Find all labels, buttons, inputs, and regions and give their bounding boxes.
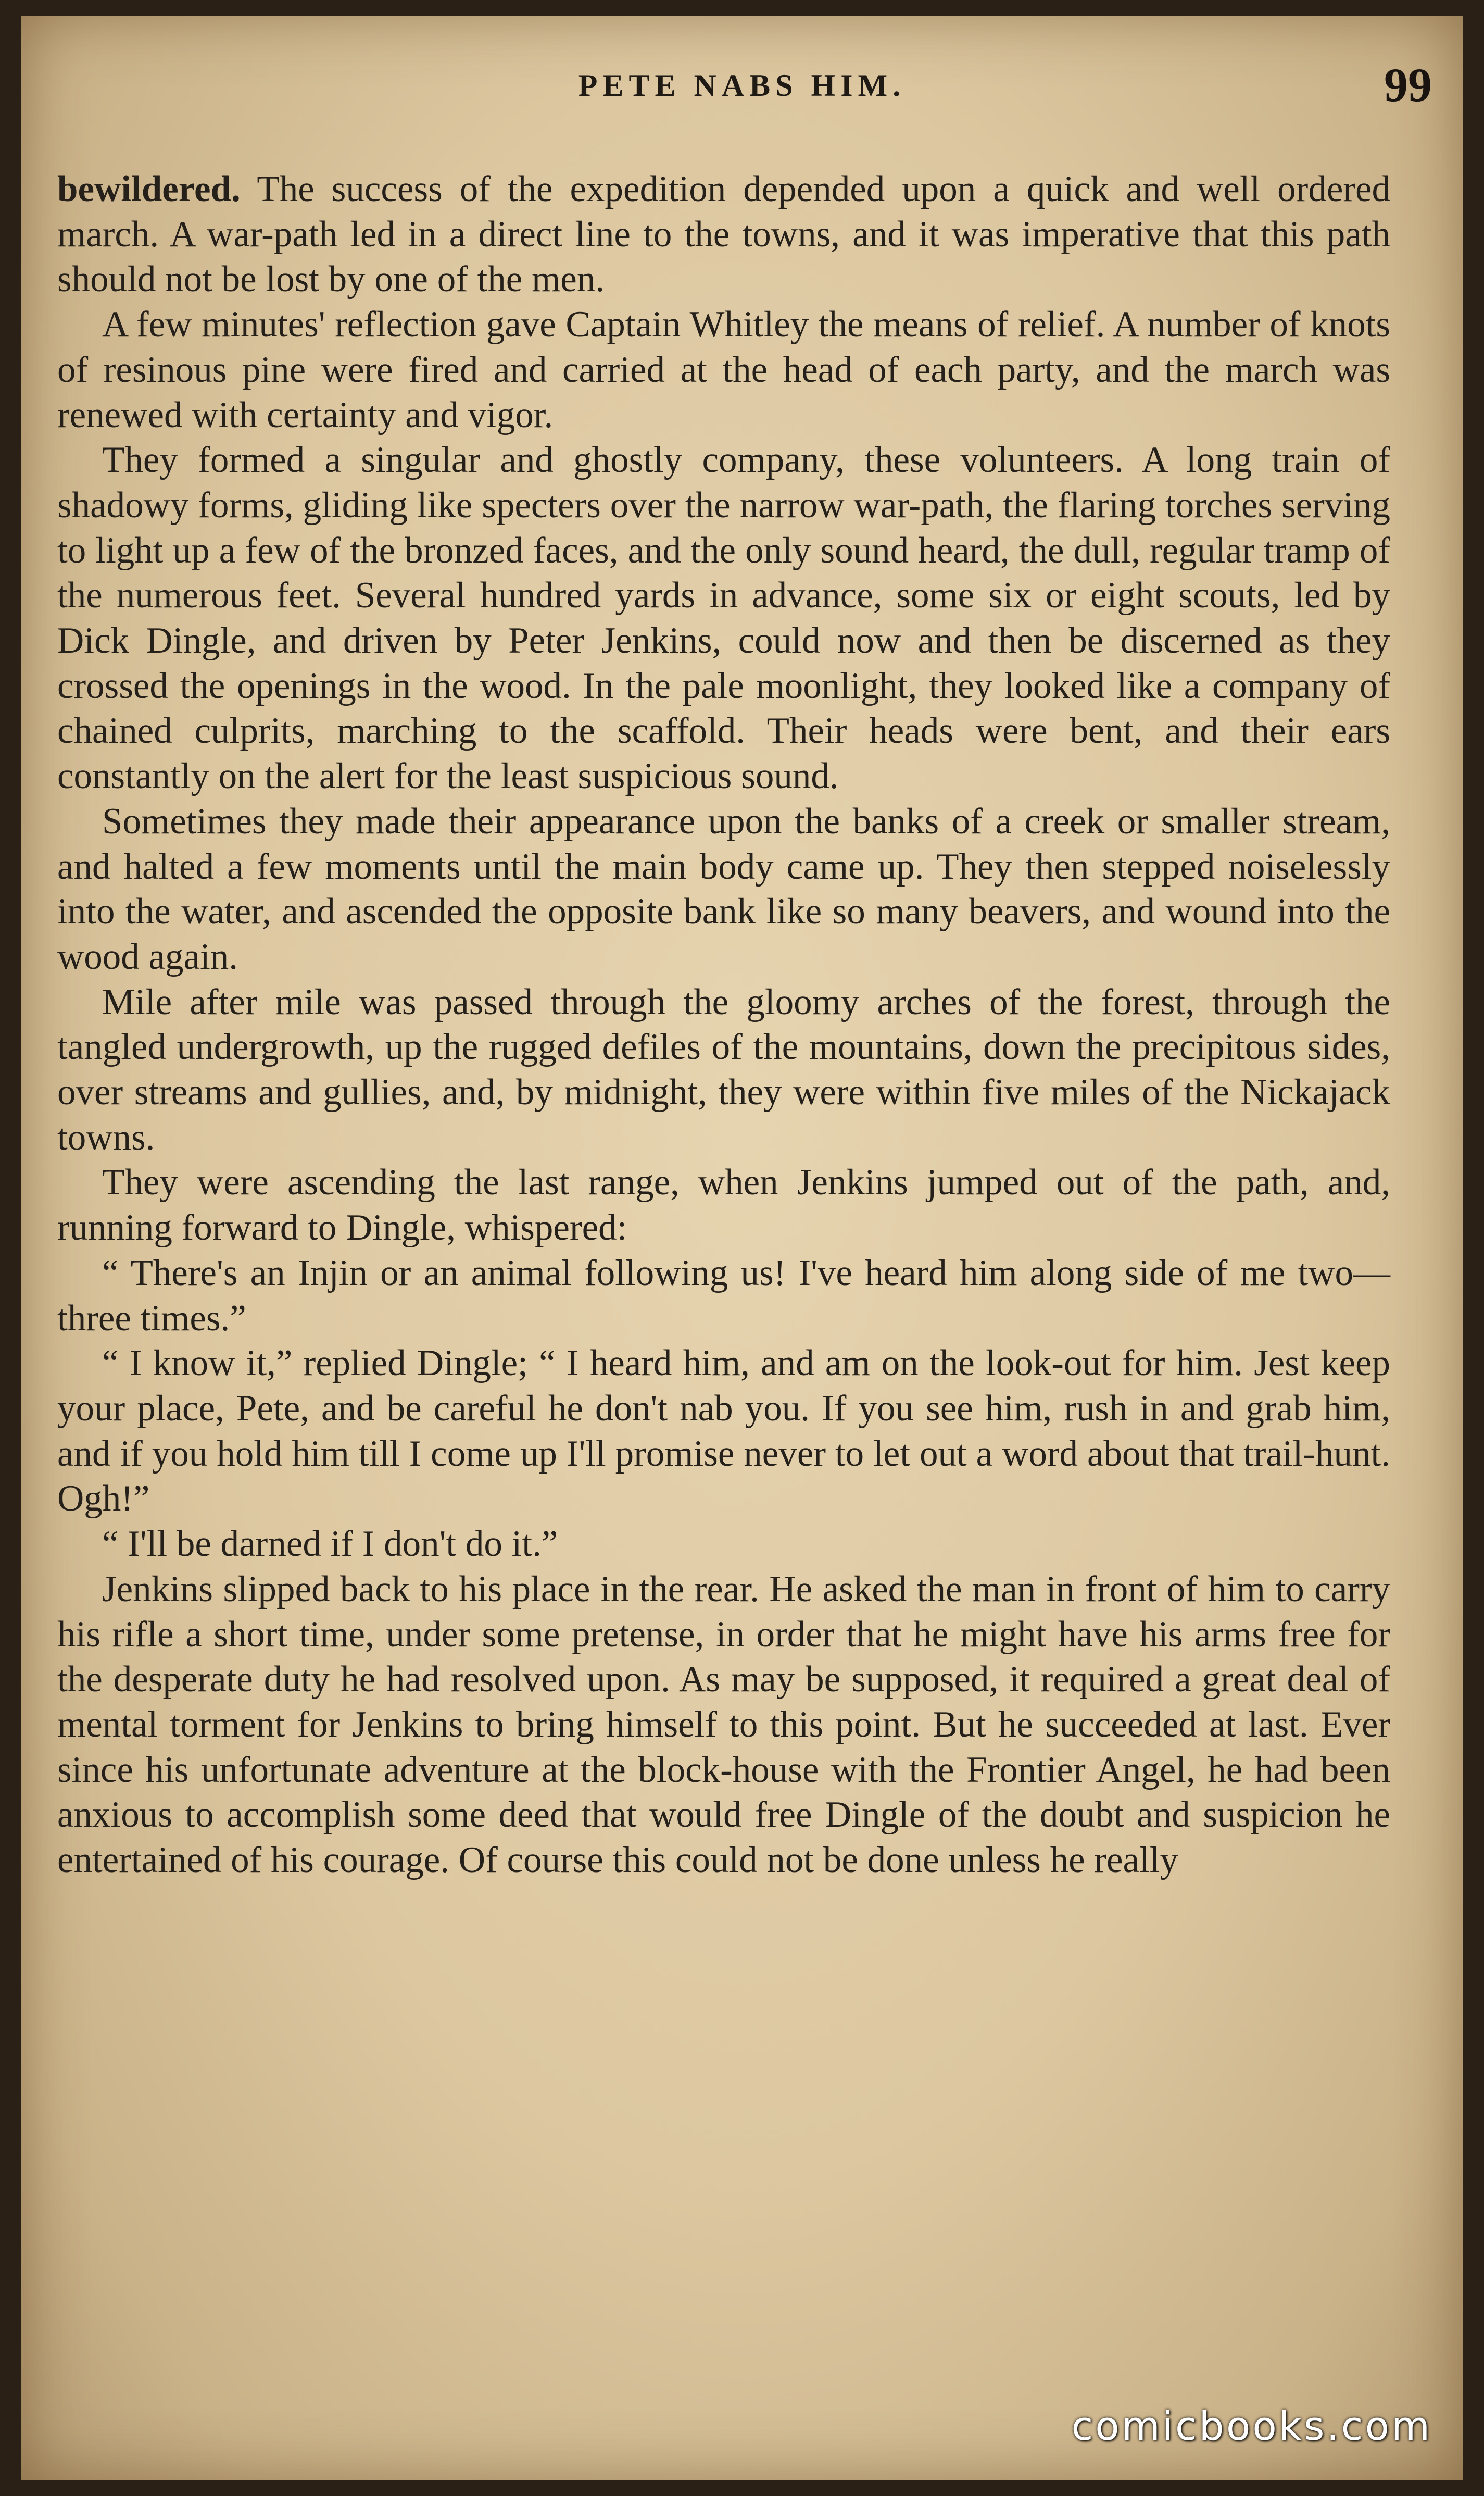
watermark: comicbooks.com — [1071, 2403, 1432, 2449]
paragraph: They formed a singular and ghostly company, these volunteers. A long train of shadowy forms, gliding like specters over the narrow war-path, the flaring torches serving to light up a few of the bronzed faces, and the only sound heard, the dull, regular tramp of the numerous feet. Several hundred yards in advance, some six or eight scouts, led by Dick Dingle, and driven by Peter Jenkins, could now and then be discerned as they crossed the openings in the wood. In the pale moonlight, they looked like a company of chained culprits, marching to the scaffold. Their heads were bent, and their ears constantly on the alert for the least suspicious sound. — [57, 440, 1390, 797]
paragraph-lead: bewildered. — [57, 169, 241, 209]
paragraph: Jenkins slipped back to his place in the rear. He asked the man in front of him to carry his rifle a short time, under some pretense, in order that he might have his arms free for the desperate duty he had resolved upon. As may be supposed, it required a great deal of mental torment for Jenkins to bring himself to this point. But he succeeded at last. Ever since his unfortunate adventure at the block-house with the Frontier Angel, he had been anxious to accomplish some deed that would free Dingle of the doubt and suspicion he entertained of his courage. Of course this could not be done unless he really — [57, 1568, 1390, 1881]
page-header — [21, 57, 1463, 120]
book-page — [21, 16, 1463, 2480]
paragraph: Sometimes they made their appearance upon the banks of a creek or smaller stream, and halted a few moments until the main body came up. They then stepped noiselessly into the water, and ascended the opposite bank like so many beavers, and wound into the wood again. — [57, 801, 1390, 977]
paragraph: “ I know it,” replied Dingle; “ I heard him, and am on the look-out for him. Jest keep your place, Pete, and be careful he don't nab you. If you see him, rush in and grab him, and if you hold him till I come up I'll promise never to let out a word about that trail-hunt. Ogh!” — [57, 1343, 1390, 1519]
page-number: 99 — [1384, 58, 1432, 111]
paragraph — [57, 167, 1390, 302]
paragraph: Mile after mile was passed through the gloomy arches of the forest, through the tangled undergrowth, up the rugged defiles of the mountains, down the precipitous sides, over streams and gullies, and, by midnight, they were within five miles of the Nickajack towns. — [57, 981, 1390, 1158]
paragraph: “ There's an Injin or an animal following us! I've heard him along side of me two—three times.” — [57, 1252, 1390, 1339]
running-head: PETE NABS HIM. — [578, 68, 906, 103]
paragraph: They were ascending the last range, when Jenkins jumped out of the path, and, running forward to Dingle, whispered: — [57, 1162, 1390, 1249]
paragraph: “ I'll be darned if I don't do it.” — [102, 1524, 558, 1565]
paragraph: A few minutes' reflection gave Captain Whitley the means of relief. A number of knots of resinous pine were fired and carried at the head of each party, and the march was renewed with certainty and vigor. — [57, 304, 1390, 435]
paragraph-text: The success of the expedition depended upon a quick and well ordered march. A war-path led in a direct line to the towns, and it was imperative that this path should not be lost by one of the men. — [57, 169, 1390, 300]
body-text — [57, 167, 1390, 1883]
